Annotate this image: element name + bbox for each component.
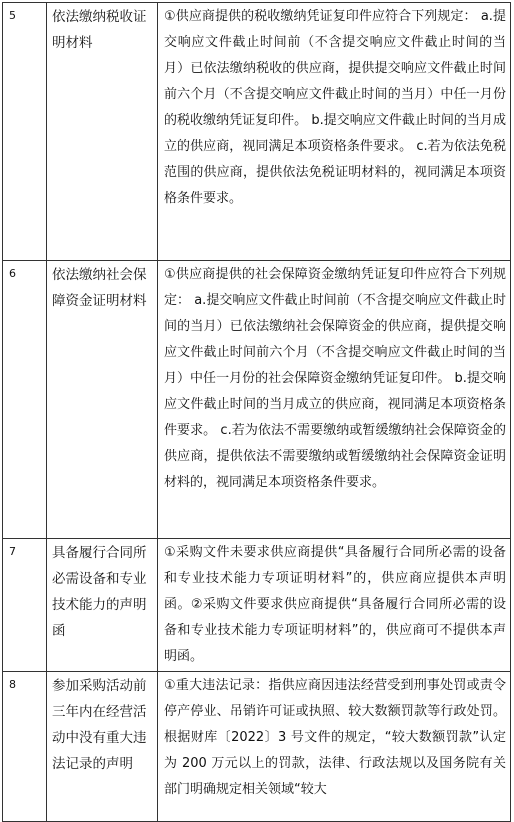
row-number: 7 xyxy=(3,539,47,672)
row-number: 8 xyxy=(3,672,47,822)
material-name: 依法缴纳社会保障资金证明材料 xyxy=(47,261,158,539)
table-row xyxy=(3,672,511,822)
table-row xyxy=(3,3,511,261)
table-row xyxy=(3,539,511,672)
requirement-text: ①供应商提供的税收缴纳凭证复印件应符合下列规定： a.提交响应文件截止时间前（不含提交响应文件截止时间的当月）已依法缴纳税收的供应商，提供提交响应文件截止时间前六个月（不含提交响应文件截止时间的当月）中任一月份的税收缴纳凭证复印件。 b.提交响应文件截止时间的当月成立的供应商，视同满足本项资格条件要求。 c.若为依法免税范围的供应商，提供依法免税证明材料的，视同满足本项资格条件要求。 xyxy=(158,3,511,261)
table-row xyxy=(3,261,511,539)
qualification-requirements-table xyxy=(2,2,511,822)
material-name: 参加采购活动前三年内在经营活动中没有重大违法记录的声明 xyxy=(47,672,158,822)
row-number: 6 xyxy=(3,261,47,539)
requirement-text: ①采购文件未要求供应商提供“具备履行合同所必需的设备和专业技术能力专项证明材料”的，供应商应提供本声明函。②采购文件要求供应商提供“具备履行合同所必需的设备和专业技术能力专项证明材料”的，供应商可不提供本声明函。 xyxy=(158,539,511,672)
material-name: 依法缴纳税收证明材料 xyxy=(47,3,158,261)
requirement-text: ①供应商提供的社会保障资金缴纳凭证复印件应符合下列规定： a.提交响应文件截止时间前（不含提交响应文件截止时间的当月）已依法缴纳社会保障资金的供应商，提供提交响应文件截止时间前六个月（不含提交响应文件截止时间的当月）中任一月份的社会保障资金缴纳凭证复印件。 b.提交响应文件截止时间的当月成立的供应商，视同满足本项资格条件要求。 c.若为依法不需要缴纳或暂缓缴纳社会保障资金的供应商，提供依法不需要缴纳或暂缓缴纳社会保障资金证明材料的，视同满足本项资格条件要求。 xyxy=(158,261,511,539)
row-number: 5 xyxy=(3,3,47,261)
material-name: 具备履行合同所必需设备和专业技术能力的声明函 xyxy=(47,539,158,672)
requirement-text: ①重大违法记录：指供应商因违法经营受到刑事处罚或责令停产停业、吊销许可证或执照、较大数额罚款等行政处罚。根据财库〔2022〕3 号文件的规定，“较大数额罚款”认定为 200 万元以上的罚款，法律、行政法规以及国务院有关部门明确规定相关领域“较大 xyxy=(158,672,511,822)
